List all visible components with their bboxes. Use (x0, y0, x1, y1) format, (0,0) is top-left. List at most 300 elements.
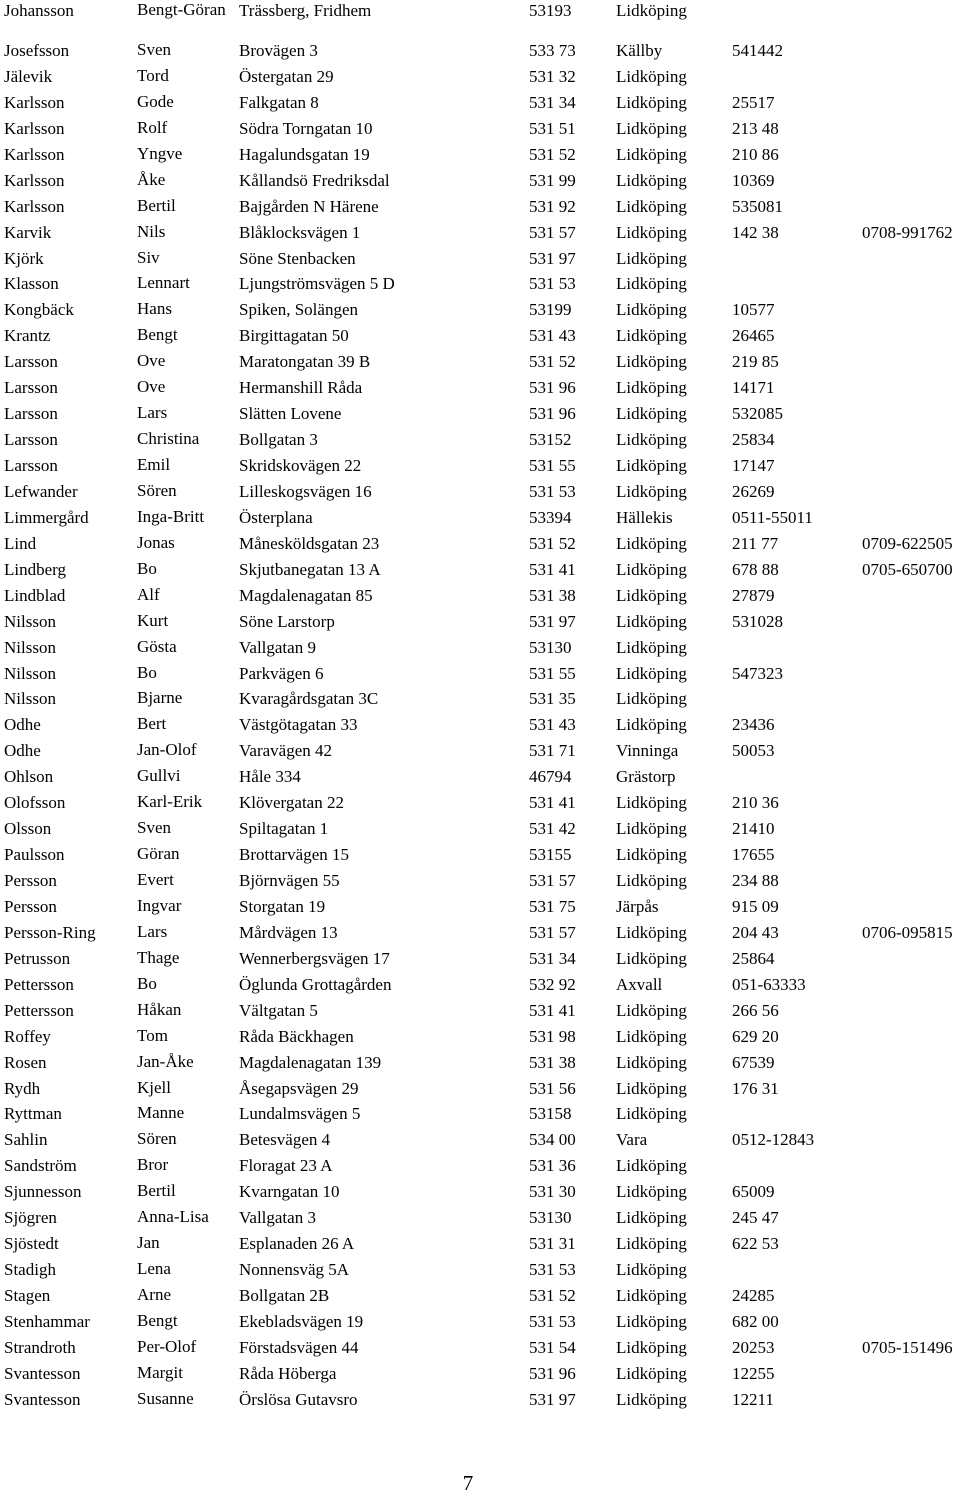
first-name: Jonas (137, 532, 175, 552)
street-address: Vallgatan 9 (239, 637, 316, 657)
street-address: Blåklocksvägen 1 (239, 222, 361, 242)
first-name: Bengt-Göran (137, 0, 226, 19)
mobile-number: 0705-151496 (862, 1337, 953, 1357)
last-name: Roffey (4, 1026, 51, 1046)
phone-number: 0512-12843 (732, 1130, 815, 1150)
street-address: Örslösa Gutavsro (239, 1389, 358, 1409)
directory-row (0, 559, 960, 585)
street-address: Åsegapsvägen 29 (239, 1078, 359, 1098)
city: Lidköping (616, 222, 687, 242)
city: Lidköping (616, 481, 687, 501)
street-address: Floragat 23 A (239, 1156, 333, 1176)
directory-row (0, 740, 960, 766)
street-address: Mårdvägen 13 (239, 922, 338, 942)
last-name: Lindblad (4, 585, 66, 605)
directory-row (0, 377, 960, 403)
first-name: Thage (137, 947, 180, 967)
last-name: Larsson (4, 404, 58, 424)
city: Lidköping (616, 170, 687, 190)
postal-code: 53130 (529, 1208, 572, 1228)
city: Lidköping (616, 248, 687, 268)
last-name: Lefwander (4, 481, 78, 501)
street-address: Hagalundsgatan 19 (239, 144, 370, 164)
phone-number: 678 88 (732, 559, 779, 579)
directory-row (0, 1363, 960, 1389)
first-name: Jan (137, 1233, 160, 1253)
directory-row (0, 1311, 960, 1337)
phone-number: 915 09 (732, 896, 779, 916)
phone-number: 219 85 (732, 352, 779, 372)
postal-code: 531 38 (529, 585, 576, 605)
directory-row (0, 1129, 960, 1155)
directory-row (0, 507, 960, 533)
last-name: Stenhammar (4, 1311, 90, 1331)
directory-row (0, 1155, 960, 1181)
postal-code: 531 43 (529, 715, 576, 735)
city: Vara (616, 1130, 648, 1150)
directory-row (0, 870, 960, 896)
street-address: Östergatan 29 (239, 66, 334, 86)
phone-number: 27879 (732, 585, 775, 605)
postal-code: 533 73 (529, 41, 576, 60)
postal-code: 532 92 (529, 974, 576, 994)
city: Lidköping (616, 352, 687, 372)
street-address: Österplana (239, 507, 313, 527)
street-address: Magdalenagatan 139 (239, 1052, 382, 1072)
postal-code: 531 53 (529, 481, 576, 501)
city: Lidköping (616, 1000, 687, 1020)
phone-number: 245 47 (732, 1208, 779, 1228)
last-name: Persson (4, 896, 57, 916)
city: Lidköping (616, 118, 687, 138)
directory-row (0, 403, 960, 429)
phone-number: 23436 (732, 715, 775, 735)
first-name: Bengt (137, 325, 178, 345)
street-address: Slätten Lovene (239, 404, 342, 424)
postal-code: 531 54 (529, 1337, 576, 1357)
last-name: Sandström (4, 1156, 77, 1176)
postal-code: 531 51 (529, 118, 576, 138)
last-name: Odhe (4, 715, 41, 735)
street-address: Maratongatan 39 B (239, 352, 371, 372)
first-name: Göran (137, 844, 180, 864)
first-name: Gullvi (137, 766, 181, 786)
postal-code: 53155 (529, 845, 572, 865)
city: Vinninga (616, 741, 679, 761)
last-name: Odhe (4, 741, 41, 761)
city: Lidköping (616, 559, 687, 579)
city: Lidköping (616, 922, 687, 942)
phone-number: 682 00 (732, 1311, 779, 1331)
first-name: Christina (137, 429, 200, 449)
phone-number: 26465 (732, 326, 775, 346)
first-name: Susanne (137, 1388, 194, 1408)
city: Lidköping (616, 1182, 687, 1202)
first-name: Lena (137, 1259, 171, 1279)
postal-code: 531 34 (529, 92, 576, 112)
first-name: Åke (137, 169, 166, 189)
street-address: Brovägen 3 (239, 41, 318, 60)
phone-number: 051-63333 (732, 974, 806, 994)
directory-row (0, 1181, 960, 1207)
city: Lidköping (616, 611, 687, 631)
city: Lidköping (616, 1260, 687, 1280)
directory-row (0, 896, 960, 922)
last-name: Strandroth (4, 1337, 76, 1357)
directory-row (0, 455, 960, 481)
last-name: Karlsson (4, 118, 65, 138)
last-name: Pettersson (4, 1000, 74, 1020)
phone-number: 176 31 (732, 1078, 779, 1098)
city: Lidköping (616, 948, 687, 968)
directory-row (0, 325, 960, 351)
directory-row (0, 1103, 960, 1129)
phone-number: 541442 (732, 41, 783, 60)
directory-row (0, 40, 960, 66)
first-name: Lars (137, 921, 168, 941)
phone-number: 20253 (732, 1337, 775, 1357)
postal-code: 531 97 (529, 611, 576, 631)
city: Lidköping (616, 1078, 687, 1098)
phone-number: 67539 (732, 1052, 775, 1072)
city: Hällekis (616, 507, 673, 527)
postal-code: 531 42 (529, 819, 576, 839)
street-address: Kållandsö Fredriksdal (239, 170, 390, 190)
city: Lidköping (616, 1311, 687, 1331)
last-name: Sjöstedt (4, 1234, 59, 1254)
street-address: Ekebladsvägen 19 (239, 1311, 364, 1331)
first-name: Kjell (137, 1077, 171, 1097)
street-address: Råda Bäckhagen (239, 1026, 354, 1046)
city: Lidköping (616, 144, 687, 164)
last-name: Krantz (4, 326, 51, 346)
city: Lidköping (616, 1337, 687, 1357)
postal-code: 531 55 (529, 663, 576, 683)
last-name: Ohlson (4, 767, 54, 787)
last-name: Kongbäck (4, 300, 74, 320)
postal-code: 531 57 (529, 922, 576, 942)
postal-code: 531 96 (529, 404, 576, 424)
postal-code: 531 53 (529, 1311, 576, 1331)
last-name: Larsson (4, 378, 58, 398)
street-address: Parkvägen 6 (239, 663, 324, 683)
postal-code: 531 35 (529, 689, 576, 709)
city: Lidköping (616, 66, 687, 86)
postal-code: 531 38 (529, 1052, 576, 1072)
city: Lidköping (616, 663, 687, 683)
postal-code: 531 92 (529, 196, 576, 216)
street-address: Wennerbergsvägen 17 (239, 948, 390, 968)
first-name: Sven (137, 818, 171, 838)
last-name: Nilsson (4, 689, 56, 709)
postal-code: 531 97 (529, 1389, 576, 1409)
first-name: Per-Olof (137, 1336, 197, 1356)
first-name: Arne (137, 1285, 171, 1304)
last-name: Rosen (4, 1052, 47, 1072)
city: Lidköping (616, 1156, 687, 1176)
mobile-number: 0705-650700 (862, 559, 953, 579)
first-name: Jan-Olof (137, 740, 197, 760)
street-address: Bollgatan 2B (239, 1286, 330, 1305)
postal-code: 531 56 (529, 1078, 576, 1098)
directory-row (0, 948, 960, 974)
last-name: Rydh (4, 1078, 41, 1098)
first-name: Bert (137, 714, 167, 734)
street-address: Trässberg, Fridhem (239, 1, 372, 20)
street-address: Falkgatan 8 (239, 92, 319, 112)
postal-code: 531 41 (529, 793, 576, 813)
directory-row (0, 1285, 960, 1311)
directory-row (0, 1052, 960, 1078)
street-address: Söne Larstorp (239, 611, 335, 631)
city: Lidköping (616, 378, 687, 398)
street-address: Öglunda Grottagården (239, 974, 392, 994)
city: Lidköping (616, 300, 687, 320)
street-address: Magdalenagatan 85 (239, 585, 373, 605)
directory-row (0, 637, 960, 663)
first-name: Bengt (137, 1310, 178, 1330)
last-name: Stagen (4, 1286, 51, 1305)
phone-number: 234 88 (732, 871, 779, 890)
postal-code: 531 43 (529, 326, 576, 346)
first-name: Sören (137, 480, 177, 500)
postal-code: 531 30 (529, 1182, 576, 1202)
first-name: Yngve (137, 143, 183, 163)
phone-number: 535081 (732, 196, 783, 216)
city: Lidköping (616, 456, 687, 475)
street-address: Klövergatan 22 (239, 793, 344, 813)
phone-number: 65009 (732, 1182, 775, 1202)
postal-code: 53394 (529, 507, 572, 527)
postal-code: 531 98 (529, 1026, 576, 1046)
first-name: Siv (137, 247, 160, 267)
postal-code: 531 41 (529, 1000, 576, 1020)
phone-number: 21410 (732, 819, 775, 839)
last-name: Kjörk (4, 248, 44, 268)
first-name: Ove (137, 351, 166, 371)
last-name: Sjunnesson (4, 1182, 82, 1202)
phone-number: 10369 (732, 170, 775, 190)
phone-number: 25517 (732, 92, 775, 112)
phone-number: 266 56 (732, 1000, 779, 1020)
postal-code: 531 52 (529, 144, 576, 164)
directory-row (0, 714, 960, 740)
city: Lidköping (616, 585, 687, 605)
directory-row (0, 585, 960, 611)
directory-row (0, 299, 960, 325)
directory-row (0, 481, 960, 507)
postal-code: 531 52 (529, 352, 576, 372)
street-address: Månesköldsgatan 23 (239, 533, 380, 553)
directory-row (0, 533, 960, 559)
postal-code: 534 00 (529, 1130, 576, 1150)
phone-number: 210 86 (732, 144, 779, 164)
phone-number: 10577 (732, 300, 775, 320)
directory-row (0, 222, 960, 248)
street-address: Förstadsvägen 44 (239, 1337, 359, 1357)
last-name: Nilsson (4, 663, 56, 683)
postal-code: 531 41 (529, 559, 576, 579)
street-address: Västgötagatan 33 (239, 715, 358, 735)
street-address: Skjutbanegatan 13 A (239, 559, 381, 579)
first-name: Bo (137, 662, 157, 682)
street-address: Bajgården N Härene (239, 196, 379, 216)
postal-code: 531 34 (529, 948, 576, 968)
phone-number: 629 20 (732, 1026, 779, 1046)
street-address: Söne Stenbacken (239, 248, 356, 268)
mobile-number: 0708-991762 (862, 222, 953, 242)
phone-number: 26269 (732, 481, 775, 501)
last-name: Nilsson (4, 611, 56, 631)
phone-number: 12211 (732, 1389, 774, 1409)
street-address: Vallgatan 3 (239, 1208, 316, 1228)
postal-code: 53152 (529, 430, 572, 450)
street-address: Bollgatan 3 (239, 430, 318, 450)
first-name: Rolf (137, 117, 168, 137)
city: Lidköping (616, 715, 687, 735)
last-name: Karlsson (4, 170, 65, 190)
phone-number: 50053 (732, 741, 775, 761)
last-name: Lindberg (4, 559, 67, 579)
phone-number: 142 38 (732, 222, 779, 242)
city: Källby (616, 41, 663, 60)
last-name: Karlsson (4, 92, 65, 112)
first-name: Bror (137, 1155, 169, 1175)
directory-row (0, 1259, 960, 1285)
last-name: Persson-Ring (4, 922, 96, 942)
last-name: Svantesson (4, 1363, 81, 1383)
city: Lidköping (616, 871, 687, 890)
street-address: Kvarngatan 10 (239, 1182, 340, 1202)
directory-row (0, 144, 960, 170)
last-name: Larsson (4, 430, 58, 450)
street-address: Storgatan 19 (239, 896, 326, 916)
phone-number: 14171 (732, 378, 775, 398)
city: Järpås (616, 896, 659, 916)
street-address: Hermanshill Råda (239, 378, 363, 398)
directory-row (0, 1337, 960, 1363)
directory-row (0, 974, 960, 1000)
postal-code: 53130 (529, 637, 572, 657)
directory-row (0, 248, 960, 274)
first-name: Bertil (137, 195, 176, 215)
street-address: Södra Torngatan 10 (239, 118, 373, 138)
directory-row (0, 170, 960, 196)
city: Lidköping (616, 1234, 687, 1254)
phone-number: 532085 (732, 404, 783, 424)
postal-code: 53158 (529, 1104, 572, 1124)
postal-code: 531 57 (529, 222, 576, 242)
first-name: Tom (137, 1025, 168, 1045)
postal-code: 531 32 (529, 66, 576, 86)
last-name: Olsson (4, 819, 52, 839)
directory-row (0, 196, 960, 222)
first-name: Lars (137, 403, 168, 423)
first-name: Håkan (137, 999, 182, 1019)
city: Lidköping (616, 1052, 687, 1072)
first-name: Sören (137, 1129, 177, 1149)
last-name: Sahlin (4, 1130, 48, 1150)
city: Lidköping (616, 1, 687, 20)
street-address: Björnvägen 55 (239, 871, 340, 890)
phone-number: 12255 (732, 1363, 775, 1383)
city: Lidköping (616, 404, 687, 424)
city: Lidköping (616, 1104, 687, 1124)
last-name: Sjögren (4, 1208, 57, 1228)
street-address: Kvaragårdsgatan 3C (239, 689, 379, 709)
directory-row (0, 663, 960, 689)
postal-code: 53199 (529, 300, 572, 320)
phone-number: 24285 (732, 1286, 775, 1305)
last-name: Limmergård (4, 507, 89, 527)
last-name: Paulsson (4, 845, 65, 865)
first-name: Lennart (137, 273, 190, 293)
directory-row (0, 1207, 960, 1233)
last-name: Josefsson (4, 41, 70, 60)
directory-row (0, 1389, 960, 1415)
city: Lidköping (616, 1363, 687, 1383)
last-name: Ryttman (4, 1104, 62, 1124)
directory-row (0, 688, 960, 714)
mobile-number: 0706-095815 (862, 922, 953, 942)
city: Lidköping (616, 793, 687, 813)
directory-row (0, 792, 960, 818)
city: Lidköping (616, 1389, 687, 1409)
first-name: Nils (137, 221, 166, 241)
street-address: Lundalmsvägen 5 (239, 1104, 361, 1124)
first-name: Ove (137, 377, 166, 397)
street-address: Betesvägen 4 (239, 1130, 331, 1150)
street-address: Birgittagatan 50 (239, 326, 349, 346)
first-name: Anna-Lisa (137, 1207, 209, 1227)
directory-row (0, 92, 960, 118)
city: Lidköping (616, 533, 687, 553)
first-name: Bo (137, 973, 157, 993)
city: Lidköping (616, 845, 687, 865)
postal-code: 531 52 (529, 1286, 576, 1305)
phone-number: 17147 (732, 456, 775, 475)
last-name: Lind (4, 533, 37, 553)
postal-code: 46794 (529, 767, 572, 787)
city: Lidköping (616, 430, 687, 450)
postal-code: 531 97 (529, 248, 576, 268)
first-name: Tord (137, 65, 169, 85)
postal-code: 531 31 (529, 1234, 576, 1254)
last-name: Karvik (4, 222, 52, 242)
first-name: Alf (137, 584, 160, 604)
street-address: Esplanaden 26 A (239, 1234, 355, 1254)
phone-number: 622 53 (732, 1234, 779, 1254)
city: Lidköping (616, 819, 687, 839)
street-address: Spiltagatan 1 (239, 819, 329, 839)
phone-number: 25864 (732, 948, 775, 968)
first-name: Inga-Britt (137, 506, 205, 526)
first-name: Margit (137, 1362, 183, 1382)
first-name: Jan-Åke (137, 1051, 194, 1071)
postal-code: 531 75 (529, 896, 576, 916)
page-number: 7 (462, 1471, 474, 1495)
last-name: Pettersson (4, 974, 74, 994)
city: Lidköping (616, 196, 687, 216)
last-name: Karlsson (4, 144, 65, 164)
city: Lidköping (616, 637, 687, 657)
last-name: Stadigh (4, 1260, 56, 1280)
postal-code: 531 71 (529, 741, 576, 761)
street-address: Håle 334 (239, 767, 301, 787)
last-name: Larsson (4, 456, 58, 475)
postal-code: 531 96 (529, 1363, 576, 1383)
city: Grästorp (616, 767, 676, 787)
